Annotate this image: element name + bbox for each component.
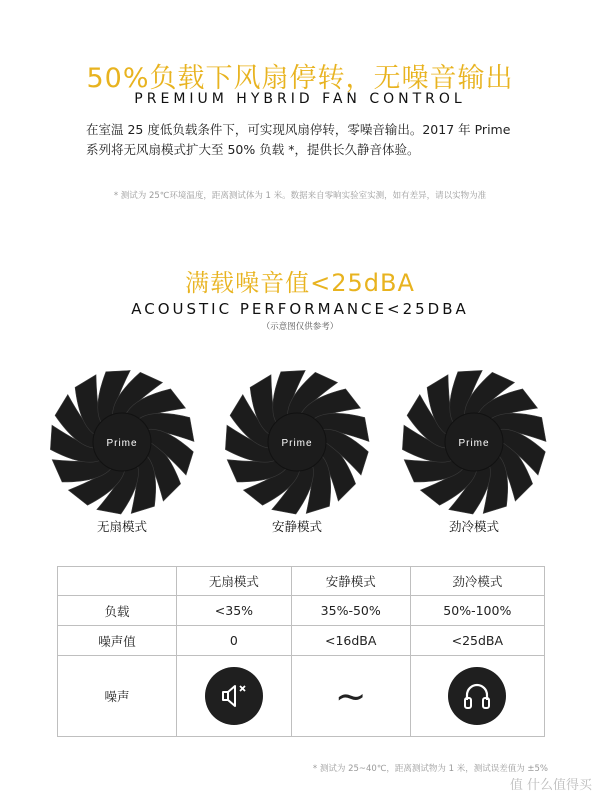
table-cell: <16dBA: [291, 626, 410, 656]
watermark: 值 什么值得买: [509, 778, 592, 793]
fan-brand-label: Prime: [281, 438, 313, 449]
table-cell: [410, 656, 544, 737]
section2-subtitle: ACOUSTIC PERFORMANCE<25DBA: [131, 300, 469, 318]
fan-icon: [399, 367, 549, 517]
section1-description: 在室温 25 度低负载条件下，可实现风扇停转，零噪音输出。2017 年 Prime 系列将无风扇模式扩大至 50% 负载 *，提供长久静音体验。: [86, 122, 511, 157]
table-row: [58, 626, 545, 656]
table-cell: 0: [177, 626, 292, 656]
speaker-muted-icon: [205, 667, 263, 725]
fan-label-quiet: 安静模式: [271, 519, 322, 534]
section1-title: 50%负载下风扇停转，无噪音输出: [86, 63, 514, 94]
headphones-icon: [448, 667, 506, 725]
section1-footnote: * 测试为 25℃环境温度，距离测试体为 1 米。数据来自零晌实验室实测，如有差异，请以实物为准: [113, 191, 487, 201]
table-row: [58, 656, 545, 737]
fan-icon: [47, 367, 197, 517]
row-label-noise: 噪声: [58, 656, 177, 737]
row-label-load: 负载: [58, 596, 177, 626]
table-header-fanless: 无扇模式: [177, 567, 292, 596]
table-header-row: [58, 567, 545, 596]
table-header-quiet: 安静模式: [291, 567, 410, 596]
table-cell: [177, 656, 292, 737]
table-row: [58, 596, 545, 626]
fan-image-fanless: [47, 367, 197, 517]
table-cell: <25dBA: [410, 626, 544, 656]
section2-title: 满载噪音值<25dBA: [185, 269, 415, 297]
table-header-cooling: 劲冷模式: [410, 567, 544, 596]
table-cell: <35%: [177, 596, 292, 626]
table-cell: 50%-100%: [410, 596, 544, 626]
fan-brand-label: Prime: [458, 438, 490, 449]
fan-label-fanless: 无扇模式: [96, 519, 147, 534]
table-header-corner: [58, 567, 177, 596]
mode-comparison-table: [57, 566, 545, 737]
fan-image-quiet: [222, 367, 372, 517]
table-cell: 35%-50%: [291, 596, 410, 626]
row-label-noise-value: 噪声值: [58, 626, 177, 656]
fan-brand-label: Prime: [106, 438, 138, 449]
fan-label-cooling: 劲冷模式: [448, 519, 499, 534]
table-footnote: * 测试为 25~40℃，距离测试物为 1 米，测试误差值为 ±5%: [312, 764, 548, 774]
section1-subtitle: PREMIUM HYBRID FAN CONTROL: [134, 91, 466, 107]
illustration-hint: （示意图仅供参考）: [261, 322, 339, 332]
fan-image-cooling: [399, 367, 549, 517]
tilde-icon: ~: [334, 674, 367, 718]
table-cell: [291, 656, 410, 737]
fan-icon: [222, 367, 372, 517]
